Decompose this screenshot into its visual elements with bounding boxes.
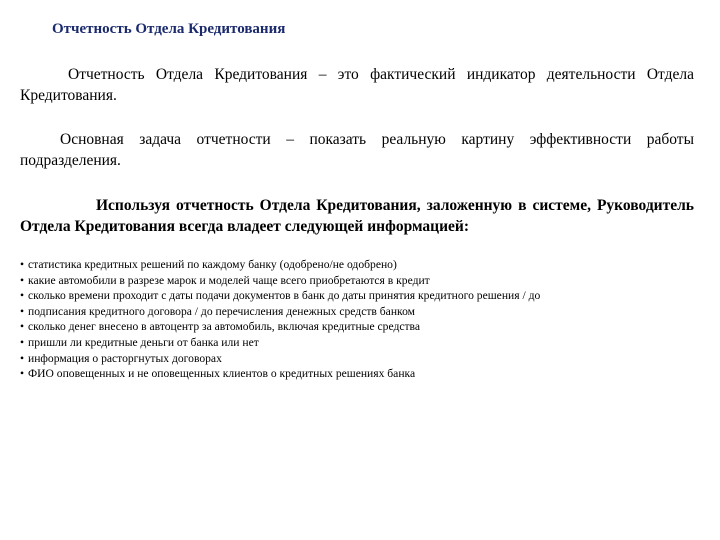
bullet-item: • какие автомобили в разрезе марок и моделей чаще всего приобретаются в кредит xyxy=(20,273,430,287)
bullet-item: • пришли ли кредитные деньги от банка или нет xyxy=(20,335,259,349)
bullet-icon: • xyxy=(20,304,25,318)
info-lead-paragraph xyxy=(20,195,694,237)
bullet-item: • сколько денег внесено в автоцентр за автомобиль, включая кредитные средства xyxy=(20,320,421,334)
bullet-icon: • xyxy=(20,258,25,271)
info-bullet-list xyxy=(20,257,710,382)
bullet-item: • подписания кредитного договора / до перечисления денежных средств банком xyxy=(20,304,415,318)
bullet-icon: • xyxy=(20,273,25,287)
intro-paragraph-text: Отчетность Отдела Кредитования – это фактический индикатор деятельности Отдела Кредитования. xyxy=(20,66,694,104)
bullet-icon: • xyxy=(20,351,25,365)
bullet-item: • информация о расторгнутых договорах xyxy=(20,351,222,365)
bullet-icon: • xyxy=(20,289,25,303)
info-lead-paragraph-text: Используя отчетность Отдела Кредитования, заложенную в системе, Руководитель Отдела Кредитования всегда владеет следующей информацией: xyxy=(20,197,694,235)
intro-paragraph xyxy=(20,64,694,106)
bullet-item: • статистика кредитных решений по каждому банку (одобрено/не одобрено) xyxy=(20,258,397,271)
bullet-item: • сколько времени проходит с даты подачи документов в банк до даты принятия кредитного решения / до xyxy=(20,289,541,303)
slide-title: Отчетность Отдела Кредитования xyxy=(52,21,286,37)
bullet-item: • ФИО оповещенных и не оповещенных клиентов о кредитных решениях банка xyxy=(20,367,416,381)
bullet-icon: • xyxy=(20,367,25,381)
goal-paragraph-text: Основная задача отчетности – показать реальную картину эффективности работы подразделения. xyxy=(20,131,694,169)
goal-paragraph xyxy=(20,129,694,171)
bullet-icon: • xyxy=(20,335,25,349)
bullet-icon: • xyxy=(20,320,25,334)
